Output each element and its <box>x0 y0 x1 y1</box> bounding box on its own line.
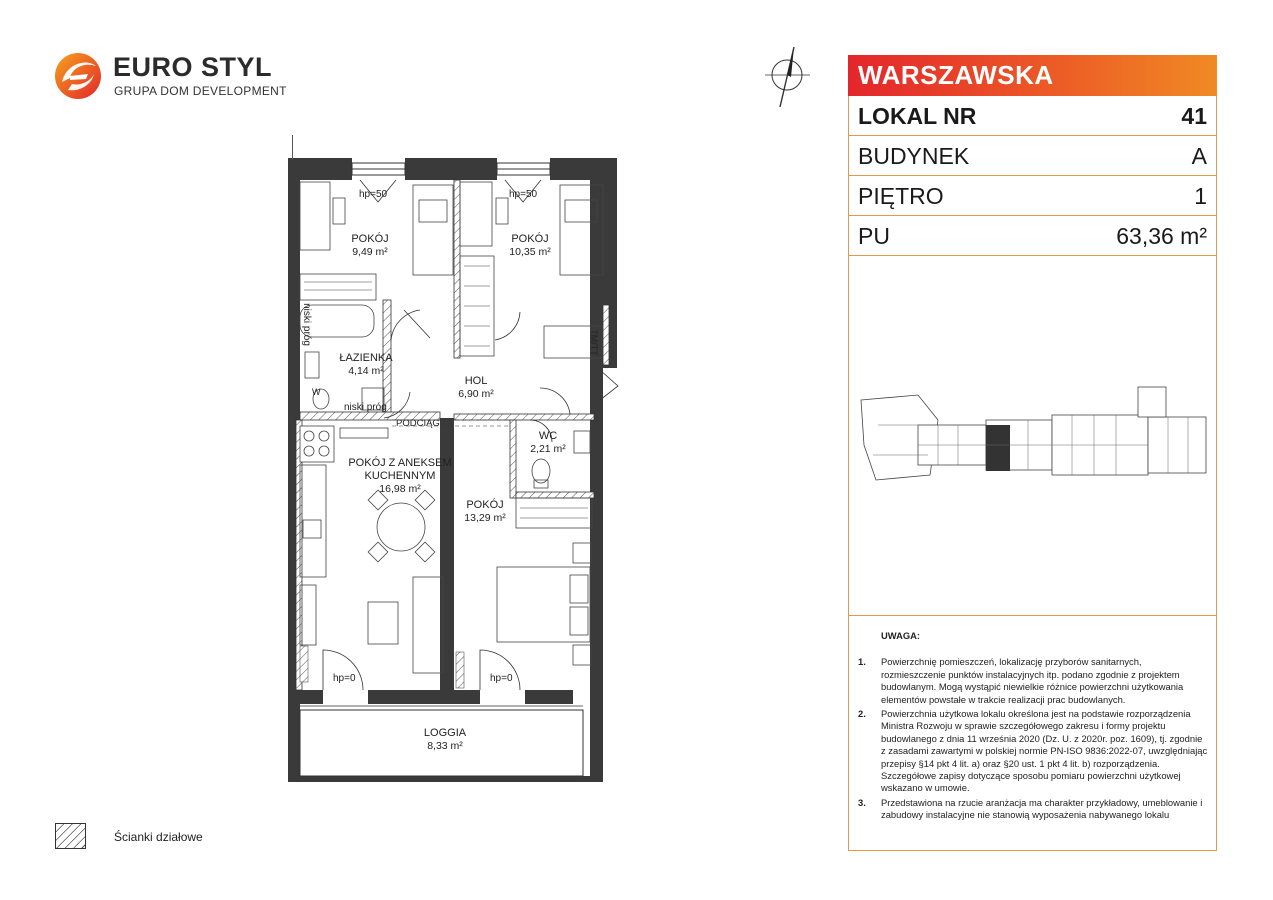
hp-annotation: hp=0 <box>490 673 513 684</box>
note-item <box>858 656 1208 706</box>
notes-divider <box>849 615 1216 616</box>
room-label: WC 2,21 m² <box>530 430 566 455</box>
room-label: HOL 6,90 m² <box>458 375 494 400</box>
partition-legend-label: Ścianki działowe <box>114 830 203 844</box>
info-row-floor <box>848 176 1217 216</box>
info-value: 63,36 m² <box>1116 223 1207 249</box>
threshold-annotation: niski próg <box>344 402 387 413</box>
hp-annotation: hp=50 <box>509 189 538 200</box>
notes-heading: UWAGA: <box>881 630 921 641</box>
info-row-building <box>848 136 1217 176</box>
note-number: 1. <box>858 656 866 668</box>
note-item <box>858 797 1208 822</box>
partition-legend-swatch <box>55 823 86 849</box>
project-name: WARSZAWSKA <box>848 55 1217 96</box>
room-label: ŁAZIENKA 4,14 m² <box>339 352 393 377</box>
w-annotation: W <box>312 387 321 397</box>
info-key: PU <box>858 223 890 249</box>
hp-annotation: hp=0 <box>333 673 356 684</box>
brand-subtitle: GRUPA DOM DEVELOPMENT <box>114 84 287 98</box>
brand-name: EURO STYL <box>113 52 273 82</box>
note-text: Przedstawiona na rzucie aranżacja ma charakter przykładowy, umeblowanie i zabudowy instalacyjne nie stanowią wyposażenia nabywanego lokalu <box>881 796 1203 821</box>
tm-annotation: TM/TT <box>588 329 599 356</box>
room-label: POKÓJ Z ANEKSEM KUCHENNYM 16,98 m² <box>348 457 452 495</box>
threshold-annotation: niski próg <box>300 303 312 346</box>
room-label: POKÓJ 10,35 m² <box>509 233 551 258</box>
info-value: 1 <box>1194 183 1207 209</box>
notes-section <box>858 630 1208 824</box>
info-value: 41 <box>1181 103 1207 129</box>
info-key: PIĘTRO <box>858 183 944 209</box>
info-value: A <box>1191 143 1207 169</box>
note-text: Powierzchnię pomieszczeń, lokalizację przyborów sanitarnych, rozmieszczenie punktów instalacyjnych itp. podano zgodnie z projektem budowlanym. Mogą wystąpić niewielkie różnice powierzchni użytkowania elementów powstałe w trakcie realizacji prac budowlanych. <box>881 656 1184 705</box>
note-number: 3. <box>858 796 866 808</box>
building-key-plan <box>858 385 1208 485</box>
room-label: POKÓJ 13,29 m² <box>464 499 506 524</box>
note-text: Powierzchnia użytkowa lokalu określona jest na podstawie rozporządzenia Ministra Rozwoju w sprawie szczegółowego zakresu i formy projektu budowlanego z dnia 11 września 2020 (Dz. U. z 2020r. poz. 1609), tj. zgodnie z zasadami zawartymi w polskiej normie PN-ISO 9836:2022-07, uwzględniając przepisy §14 pkt 4 lit. a) oraz §20 ust. 1 pkt 4 lit. b) rozporządzenia. Szczegółowe zapisy dotyczące sposobu pomiaru powierzchni użytkowej wskazano w umowie. <box>881 708 1208 794</box>
info-key: LOKAL NR <box>858 103 977 129</box>
hp-annotation: hp=50 <box>359 189 388 200</box>
room-label: LOGGIA 8,33 m² <box>423 727 467 752</box>
info-row-area <box>848 216 1217 256</box>
info-row-unit <box>848 96 1217 136</box>
info-key: BUDYNEK <box>858 143 970 169</box>
note-item <box>858 708 1208 795</box>
euro-styl-logo-icon <box>54 52 102 100</box>
room-label: POKÓJ 9,49 m² <box>351 233 389 258</box>
north-arrow-icon <box>760 45 815 110</box>
note-number: 2. <box>858 708 866 720</box>
beam-annotation: PODCIĄG <box>396 418 440 429</box>
